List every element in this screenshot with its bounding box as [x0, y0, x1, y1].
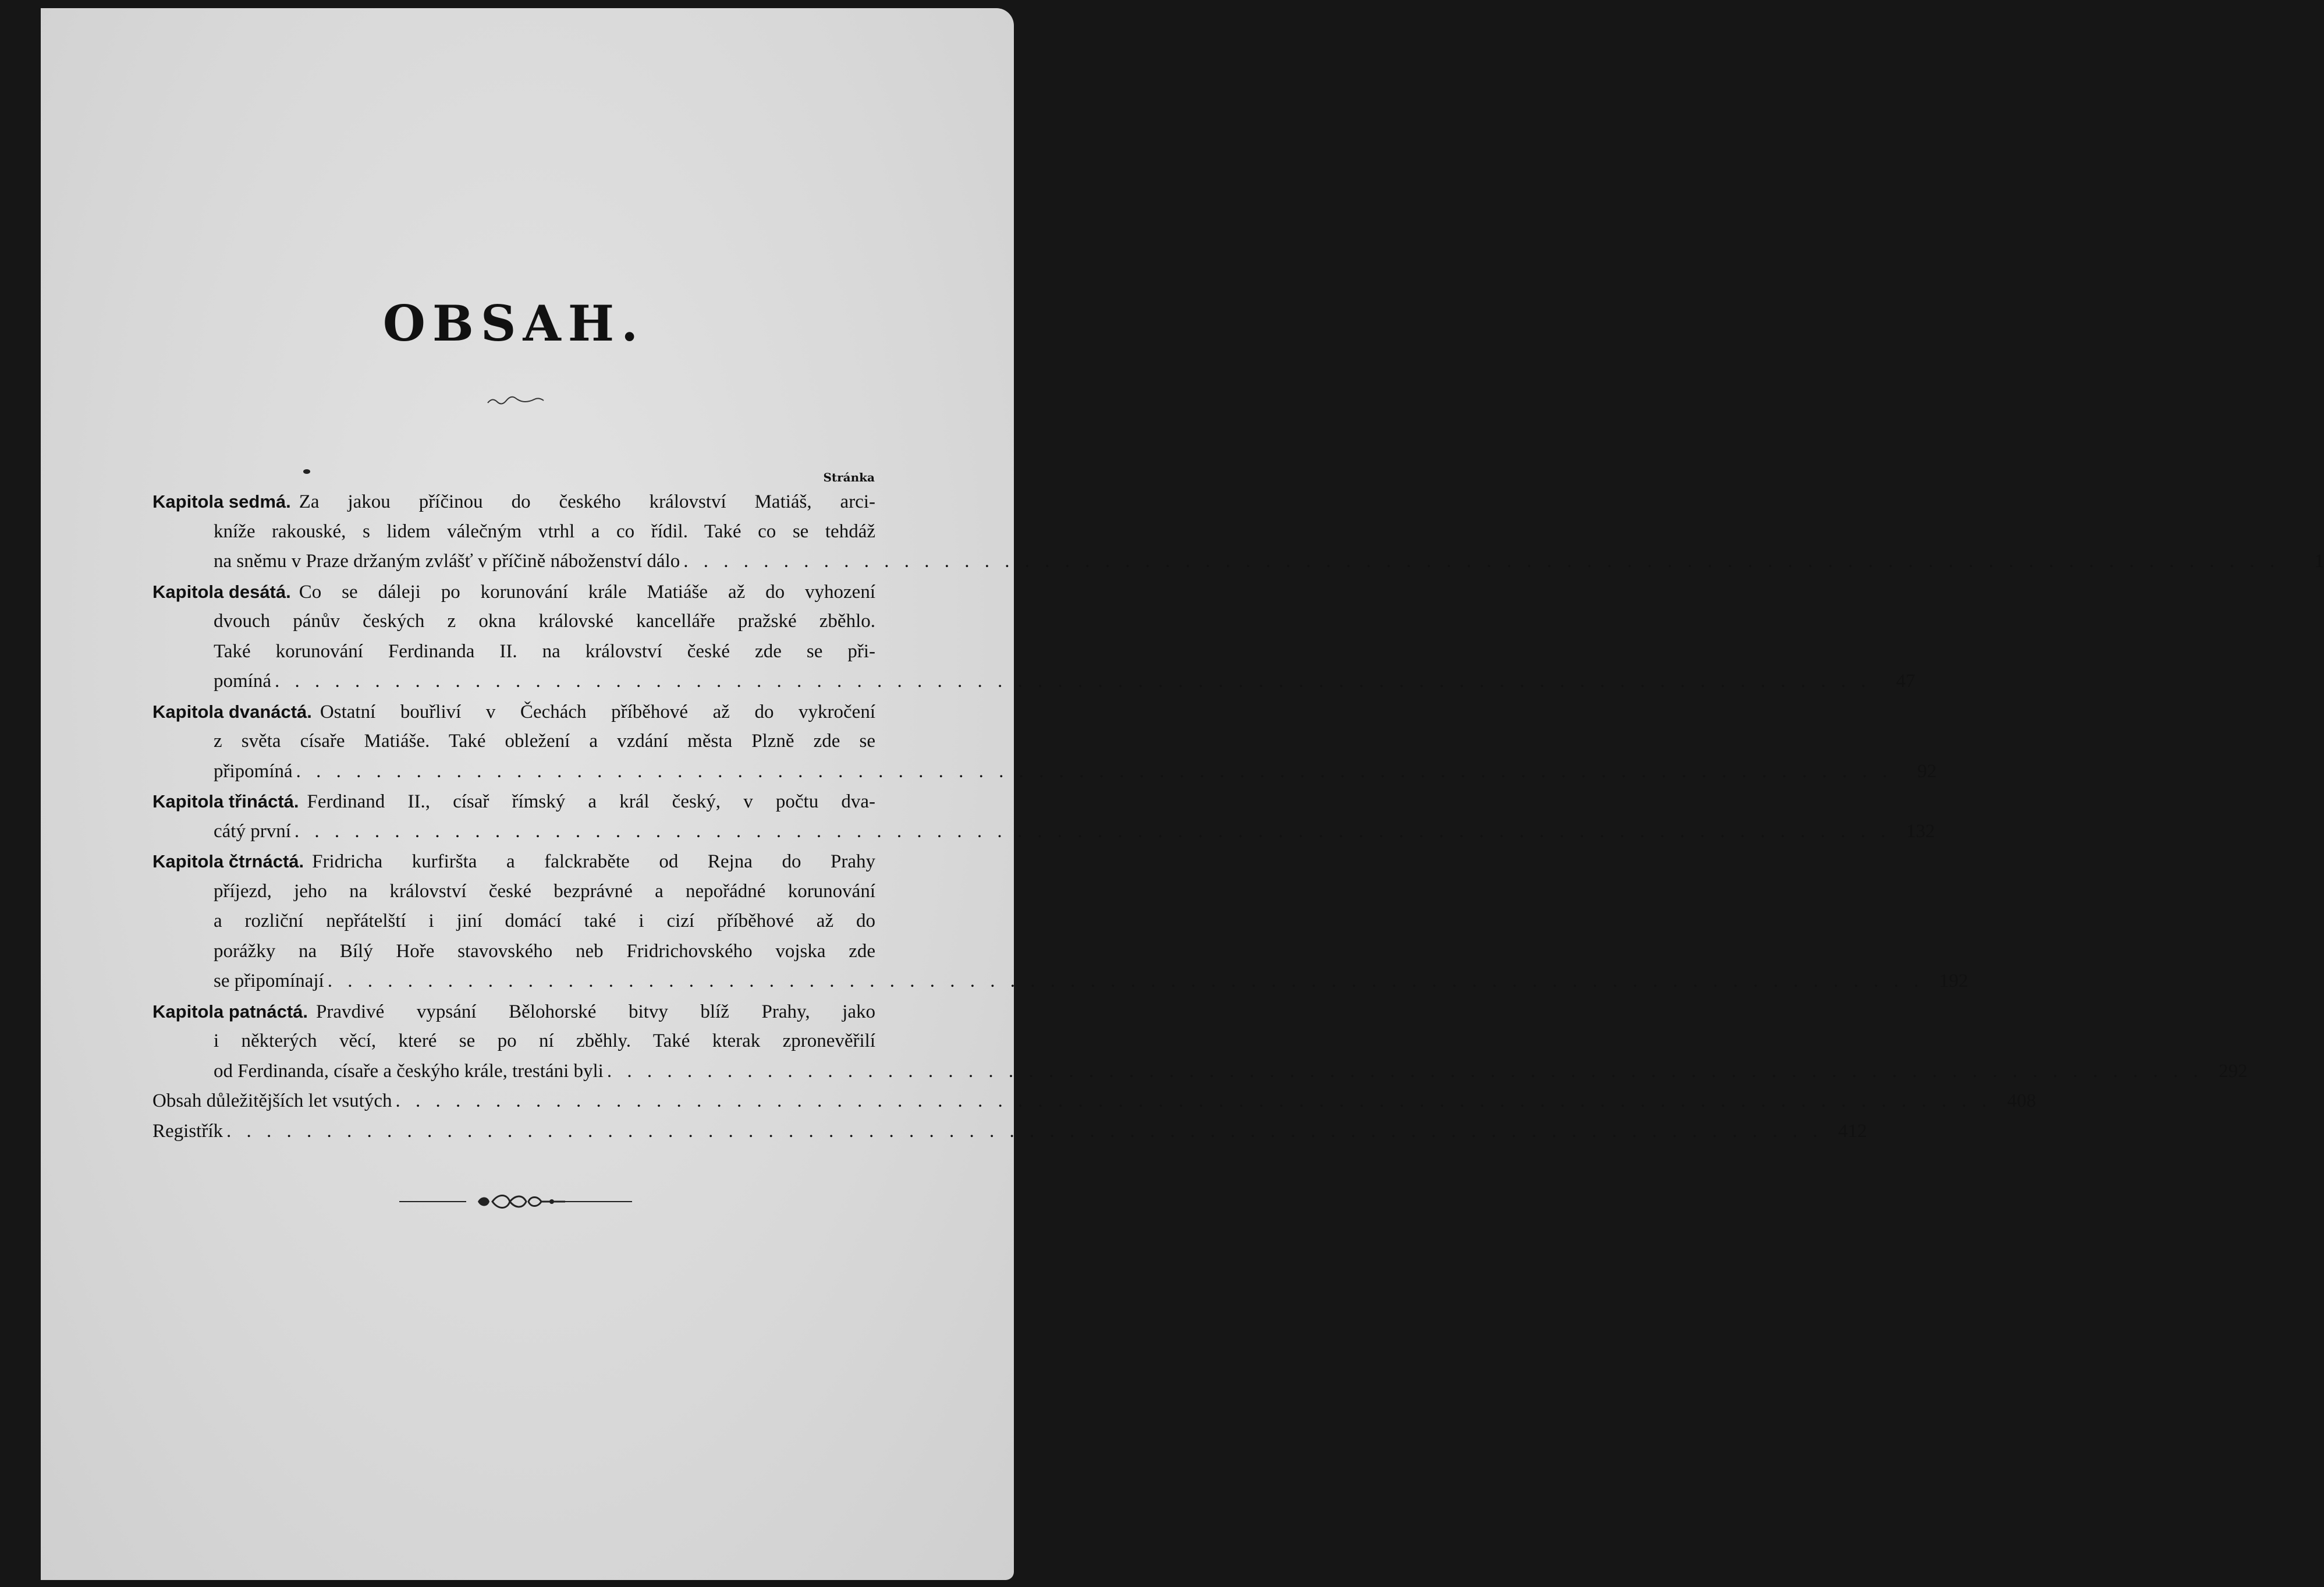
toc-entry-line — [152, 966, 1968, 997]
page-number: 408 — [2007, 1090, 2036, 1111]
dot-leader: . . . . . . . . . . . . . . . . . . . . . . . . . . . . . . . . . . . . . . . . . . . . . . . . . . . . . . . . . . . . . . . . . . . . . . . . . . . . . . . . — [296, 760, 1893, 782]
toc-entry — [152, 577, 1915, 697]
toc-entry-line — [152, 547, 2324, 577]
toc-entry-line — [152, 697, 875, 727]
closing-ornament — [399, 1192, 632, 1210]
chapter-label: Kapitola sedmá. — [152, 491, 291, 512]
toc-entry-line — [152, 607, 875, 637]
toc-entry-line — [152, 937, 875, 967]
chapter-label: Kapitola patnáctá. — [152, 1001, 308, 1022]
toc-entry-line — [152, 1057, 2248, 1087]
entry-text: od Ferdinanda, císaře a českýho krále, trestáni byli — [214, 1060, 604, 1082]
bullet-mark — [303, 469, 310, 474]
entry-text: cátý první — [214, 820, 291, 842]
entry-text: Pravdivé vypsání Bělohorské bitvy blíž Prahy, jako — [316, 1001, 875, 1022]
entry-text: se připomínají — [214, 970, 324, 991]
entry-text: porážky na Bílý Hoře stavovského neb Fridrichovského vojska zde — [214, 940, 875, 962]
chapter-label: Kapitola desátá. — [152, 581, 291, 602]
page-number: 92 — [1917, 760, 1937, 782]
dot-leader: . . . . . . . . . . . . . . . . . . . . . . . . . . . . . . . . . . . . . . . . . . . . . . . . . . . . . . . . . . . . . . . . . . . . . . . . . . . . . . . . — [274, 671, 1871, 692]
dot-leader: . . . . . . . . . . . . . . . . . . . . . . . . . . . . . . . . . . . . . . . . . . . . . . . . . . . . . . . . . . . . . . . . . . . . . . . . . . . . . . . . — [226, 1120, 1823, 1142]
entry-text: i některých věcí, které se po ní zběhly. Také kterak zpronevěřilí — [214, 1030, 875, 1051]
page-number: 292 — [2219, 1060, 2248, 1082]
toc-entry-line — [152, 517, 875, 547]
dot-leader: . . . . . . . . . . . . . . . . . . . . . . . . . . . . . . . . . . . . . . . . . . . . . . . . . . . . . . . . . . . . . . . . . . . . . . . . . . . . . . . . — [327, 970, 1924, 991]
entry-text: a rozliční nepřátelští i jiní domácí také i cizí příběhové až do — [214, 911, 875, 931]
page-number: 412 — [1838, 1120, 1867, 1142]
entry-text: příjezd, jeho na království české bezprávné a nepořádné korunování — [214, 880, 875, 902]
page-column-label: Stránka — [823, 470, 875, 484]
chapter-label: Kapitola třináctá. — [152, 791, 299, 812]
entry-text: dvouch pánův českých z okna královské kancelláře pražské zběhlo. — [214, 611, 875, 632]
entry-text: Co se dáleji po korunování krále Matiáše až do vyhození — [299, 581, 875, 603]
entry-text: Fridricha kurfiršta a falckraběte od Rejna do Prahy — [312, 851, 875, 872]
toc-entry-line — [152, 1026, 875, 1057]
toc-entry — [152, 787, 1935, 846]
toc-entry — [152, 1086, 2036, 1117]
page-title: OBSAH. — [382, 295, 645, 352]
page-number: 192 — [1939, 970, 1968, 991]
toc-entry-line — [152, 1117, 1867, 1147]
chapter-label: Kapitola dvanáctá. — [152, 701, 312, 722]
entry-text: z světa císaře Matiáše. Také obležení a vzdání města Plzně zde se — [214, 731, 875, 752]
entry-text: Ostatní bouřliví v Čechách příběhové až do vykročení — [320, 701, 875, 722]
entry-text: Registřík — [152, 1120, 223, 1142]
entry-text: pomíná — [214, 671, 271, 692]
entry-text: Také korunování Ferdinanda II. na království české zde se při- — [214, 640, 875, 662]
toc-entry-line — [152, 817, 1935, 847]
entry-text: Za jakou příčinou do českého království Matiáš, arci- — [299, 491, 875, 512]
dot-leader: . . . . . . . . . . . . . . . . . . . . . . . . . . . . . . . . . . . . . . . . . . . . . . . . . . . . . . . . . . . . . . . . . . . . . . . . . . . . . . . . — [606, 1060, 2204, 1082]
dot-leader: . . . . . . . . . . . . . . . . . . . . . . . . . . . . . . . . . . . . . . . . . . . . . . . . . . . . . . . . . . . . . . . . . . . . . . . . . . . . . . . . — [395, 1090, 1992, 1111]
table-of-contents — [152, 487, 2324, 1146]
toc-entry — [152, 846, 1968, 997]
entry-text: na sněmu v Praze držaným zvlášť v příčině náboženství dálo — [214, 551, 680, 572]
toc-entry-line — [152, 637, 875, 667]
entry-text: kníže rakouské, s lidem válečným vtrhl a co řídil. Také co se tehdáž — [214, 520, 875, 542]
title-squiggle-ornament — [487, 394, 545, 408]
chapter-label: Kapitola čtrnáctá. — [152, 851, 304, 872]
page-number: 47 — [1896, 671, 1915, 692]
toc-entry-line — [152, 877, 875, 907]
toc-entry — [152, 487, 2324, 577]
toc-entry-line — [152, 577, 875, 607]
toc-entry-line — [152, 906, 875, 937]
toc-entry — [152, 1117, 1867, 1147]
dot-leader: . . . . . . . . . . . . . . . . . . . . . . . . . . . . . . . . . . . . . . . . . . . . . . . . . . . . . . . . . . . . . . . . . . . . . . . . . . . . . . . . — [683, 551, 2280, 572]
toc-entry-line — [152, 787, 875, 817]
entry-text: Obsah důležitějších let vsutých — [152, 1090, 392, 1111]
toc-entry — [152, 997, 2248, 1087]
page-number: 1 — [2314, 551, 2324, 572]
toc-entry — [152, 697, 1937, 787]
dot-leader: . . . . . . . . . . . . . . . . . . . . . . . . . . . . . . . . . . . . . . . . . . . . . . . . . . . . . . . . . . . . . . . . . . . . . . . . . . . . . . . . — [294, 820, 1891, 842]
toc-entry-line — [152, 757, 1937, 787]
toc-entry-line — [152, 487, 875, 517]
toc-entry-line — [152, 846, 875, 877]
toc-entry-line — [152, 1086, 2036, 1117]
toc-entry-line — [152, 727, 875, 757]
entry-text: Ferdinand II., císař římský a král český, v počtu dva- — [307, 791, 875, 812]
entry-text: připomíná — [214, 760, 293, 782]
toc-entry-line — [152, 667, 1915, 697]
toc-entry-line — [152, 997, 875, 1027]
page-number: 132 — [1906, 820, 1935, 842]
